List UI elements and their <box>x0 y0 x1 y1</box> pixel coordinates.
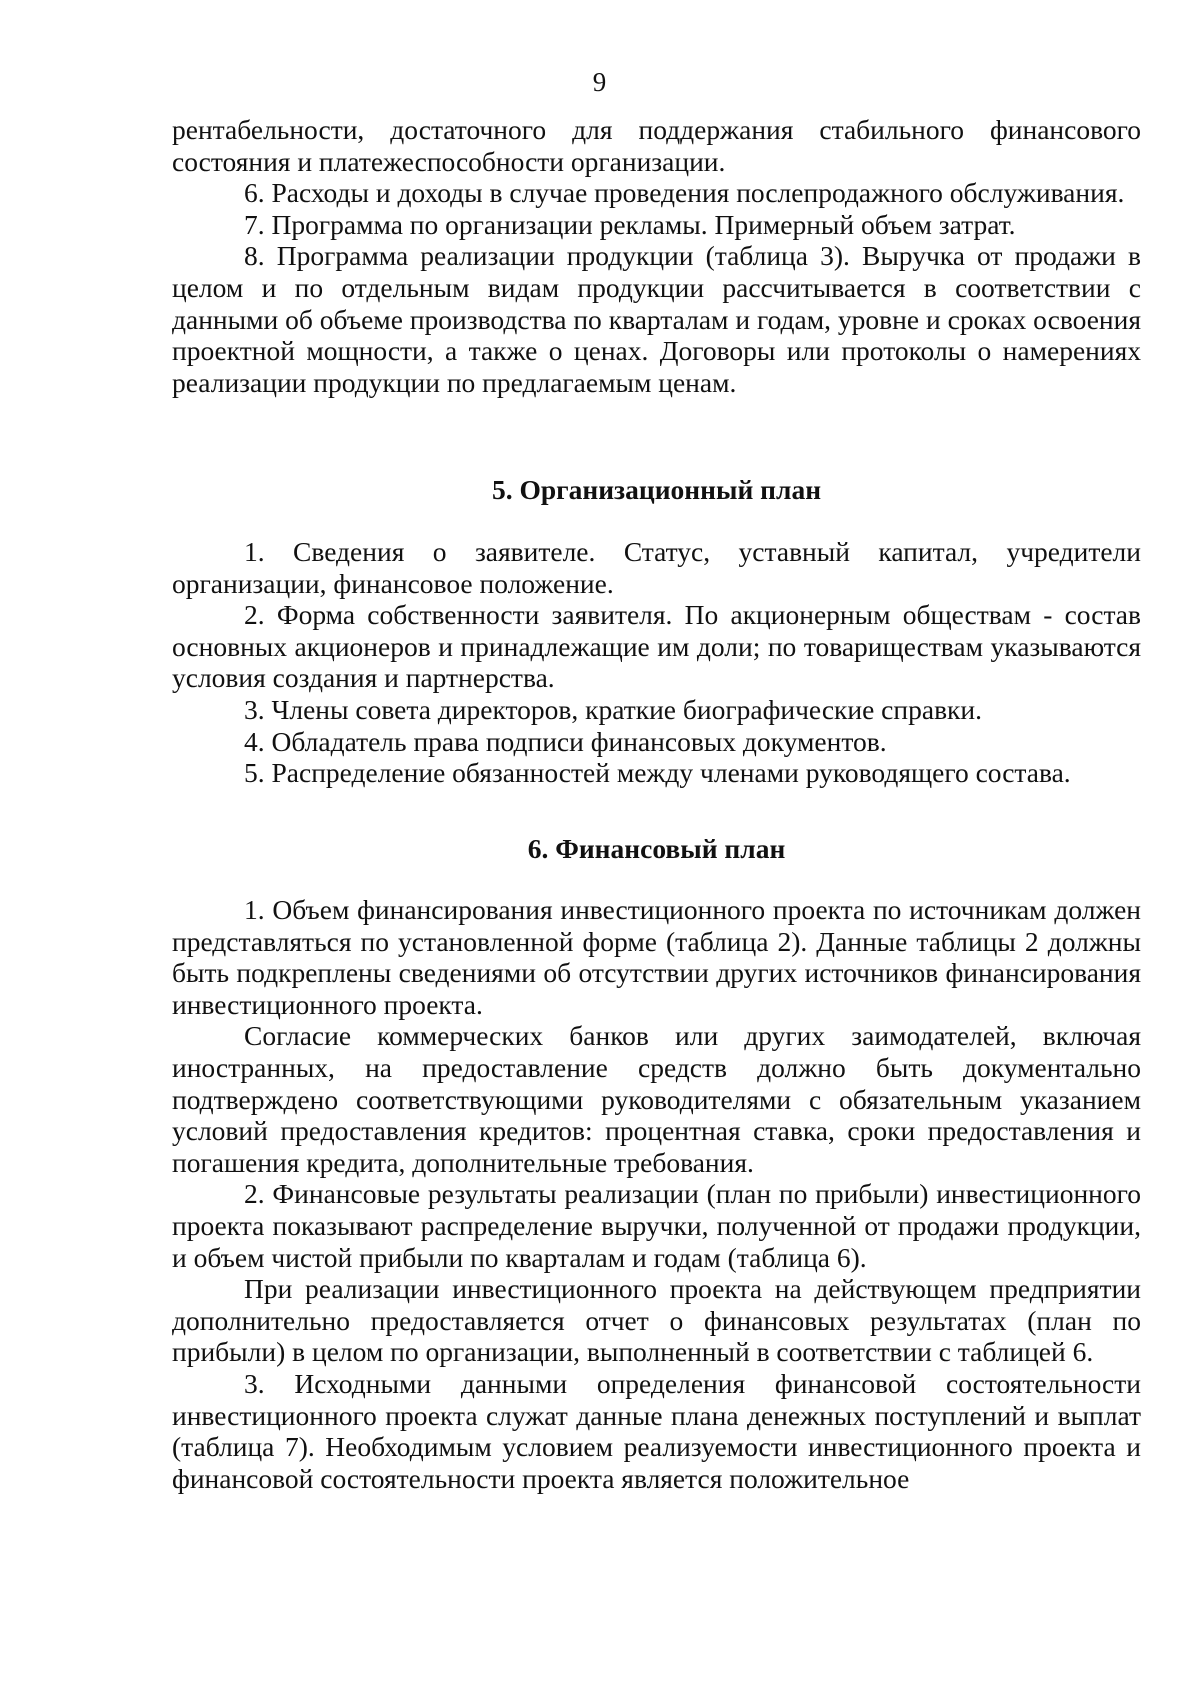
paragraph: 2. Финансовые результаты реализации (план по прибыли) инвестиционного проекта показывают распределение выручки, полученной от продажи продукции, и объем чистой прибыли по кварталам и годам (таблица 6). <box>172 1178 1141 1273</box>
page-number: 9 <box>592 67 607 97</box>
paragraph: При реализации инвестиционного проекта на действующем предприятии дополнительно предоставляется отчет о финансовых результатах (план по прибыли) в целом по организации, выполненный в соответствии с таблицей 6. <box>172 1273 1141 1368</box>
paragraph: 3. Исходными данными определения финансовой состоятельности инвестиционного проекта служат данные плана денежных поступлений и выплат (таблица 7). Необходимым условием реализуемости инвестиционного проекта и финансовой состоятельности проекта является положительное <box>172 1367 1141 1494</box>
paragraph: 1. Объем финансирования инвестиционного проекта по источникам должен представляться по установленной форме (таблица 2). Данные таблицы 2 должны быть подкреплены сведениями об отсутствии других источников финансирования инвестиционного проекта. <box>172 894 1141 1020</box>
paragraph: рентабельности, достаточного для поддержания стабильного финансового состояния и платежеспособности организации. <box>172 114 1141 177</box>
paragraph: Согласие коммерческих банков или других заимодателей, включая иностранных, на предоставление средств должно быть документально подтверждено соответствующими руководителями с обязательным указанием условий предоставления кредитов: процентная ставка, сроки предоставления и погашения кредита, дополнительные требования. <box>172 1020 1141 1178</box>
paragraph: 3. Члены совета директоров, краткие биографические справки. <box>244 693 983 725</box>
financial-plan-text-block <box>172 894 1141 1494</box>
paragraph: 2. Форма собственности заявителя. По акционерным обществам - состав основных акционеров и принадлежащие им доли; по товариществам указываются условия создания и партнерства. <box>172 599 1141 694</box>
paragraph: 5. Распределение обязанностей между членами руководящего состава. <box>244 757 1071 789</box>
paragraph: 8. Программа реализации продукции (таблица 3). Выручка от продажи в целом и по отдельным видам продукции рассчитывается в соответствии с данными об объеме производства по кварталам и годам, уровне и сроках освоения проектной мощности, а также о ценах. Договоры или протоколы о намерениях реализации продукции по предлагаемым ценам. <box>172 240 1141 398</box>
paragraph: 6. Расходы и доходы в случае проведения послепродажного обслуживания. <box>244 177 1125 209</box>
paragraph: 1. Сведения о заявителе. Статус, уставный капитал, учредители организации, финансовое положение. <box>172 536 1141 599</box>
section-heading-organizational-plan: 5. Организационный план <box>491 474 822 505</box>
section-heading-financial-plan: 6. Финансовый план <box>527 833 786 864</box>
paragraph: 4. Обладатель права подписи финансовых документов. <box>244 725 887 757</box>
paragraph: 7. Программа по организации рекламы. Примерный объем затрат. <box>244 208 1016 240</box>
organizational-plan-text-block <box>172 536 1141 789</box>
intro-text-block <box>172 114 1141 398</box>
